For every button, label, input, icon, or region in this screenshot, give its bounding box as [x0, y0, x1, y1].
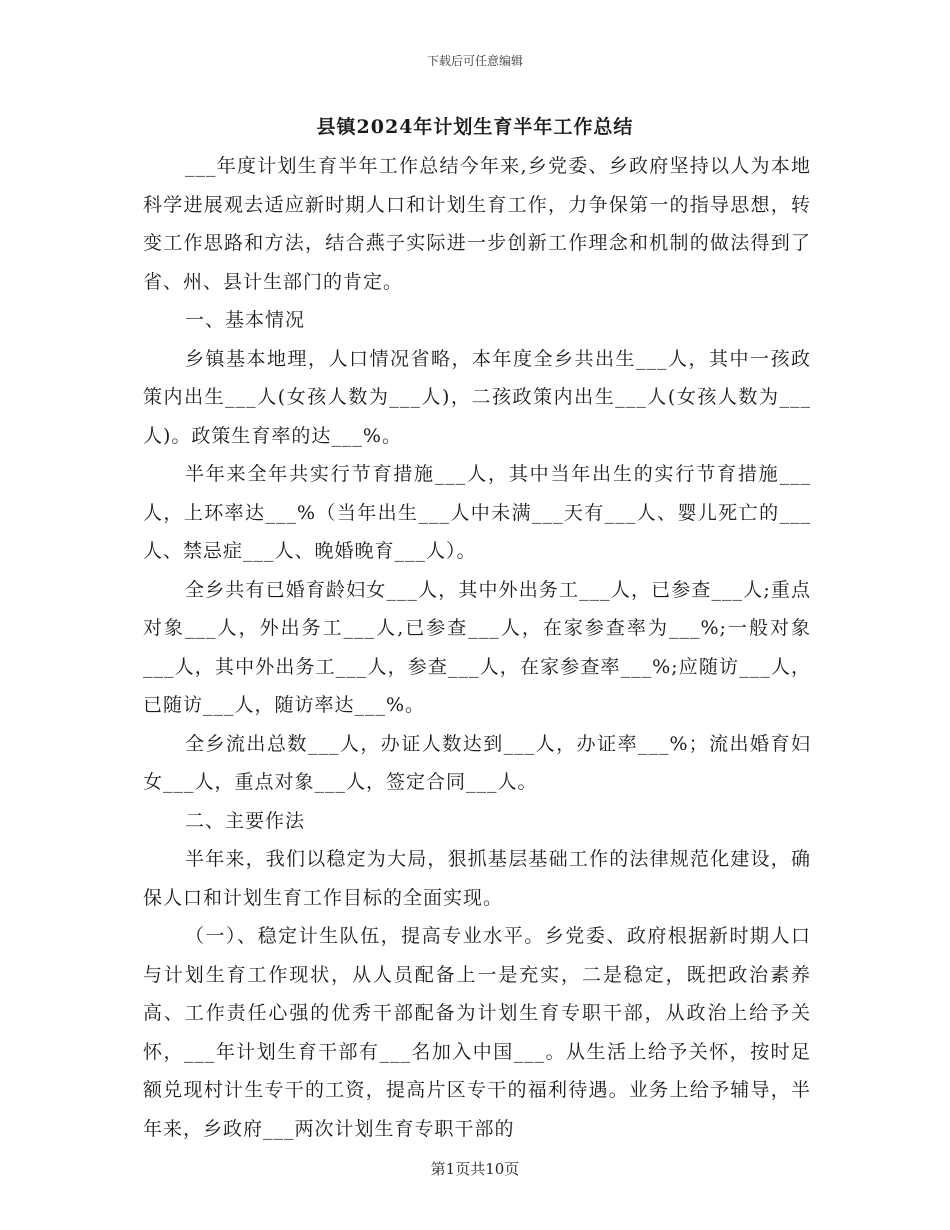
section-heading-practice: 二、主要作法	[185, 809, 306, 832]
section-heading-basic: 一、基本情况	[185, 309, 306, 331]
paragraph-contraception: 半年来全年共实行节育措施___人，其中当年出生的实行节育措施___人，上环率达___%（当年出生___人中未满___天有___人、婴儿死亡的___人、禁忌症___人、晚婚晚育___人）。	[143, 463, 811, 562]
header-note: 下载后可任意编辑	[426, 54, 523, 68]
paragraph-summary: 半年来，我们以稳定为大局，狠抓基层基础工作的法律规范化建设，确保人口和计划生育工作目标的全面实现。	[143, 848, 811, 909]
paragraph-team: （一）、稳定计生队伍，提高专业水平。乡党委、政府根据新时期人口与计划生育工作现状，从人员配备上一是充实，二是稳定，既把政治素养高、工作责任心强的优秀干部配备为计划生育专职干部，从政治上给予关怀，___年计划生育干部有___名加入中国___。从生活上给予关怀，按时足额兑现村计生专干的工资，提高片区专干的福利待遇。业务上给予辅导，半年来，乡政府___两次计划生育专职干部的	[143, 925, 811, 1140]
paragraph-intro: ___年度计划生育半年工作总结今年来,乡党委、乡政府坚持以人为本地科学进展观去适应新时期人口和计划生育工作，力争保第一的指导思想，转变工作思路和方法，结合燕子实际进一步创新工作理念和机制的做法得到了省、州、县计生部门的肯定。	[143, 155, 811, 293]
paragraph-migration: 全乡流出总数___人，办证人数达到___人，办证率___%；流出婚育妇女___人，重点对象___人，签定合同___人。	[143, 732, 811, 793]
paragraph-women-survey: 全乡共有已婚育龄妇女___人，其中外出务工___人，已参查___人;重点对象___人，外出务工___人,已参查___人，在家参查率为___%;一般对象___人，其中外出务工___人，参查___人，在家参查率___%;应随访___人，已随访___人，随访率达___%。	[143, 578, 811, 716]
document-body	[143, 147, 811, 1148]
paragraph-births: 乡镇基本地理，人口情况省略，本年度全乡共出生___人，其中一孩政策内出生___人(女孩人数为___人)，二孩政策内出生___人(女孩人数为___人)。政策生育率的达___%。	[143, 347, 811, 447]
document-title: 县镇2024年计划生育半年工作总结	[316, 116, 634, 138]
page-footer: 第1页共10页	[430, 1160, 520, 1178]
